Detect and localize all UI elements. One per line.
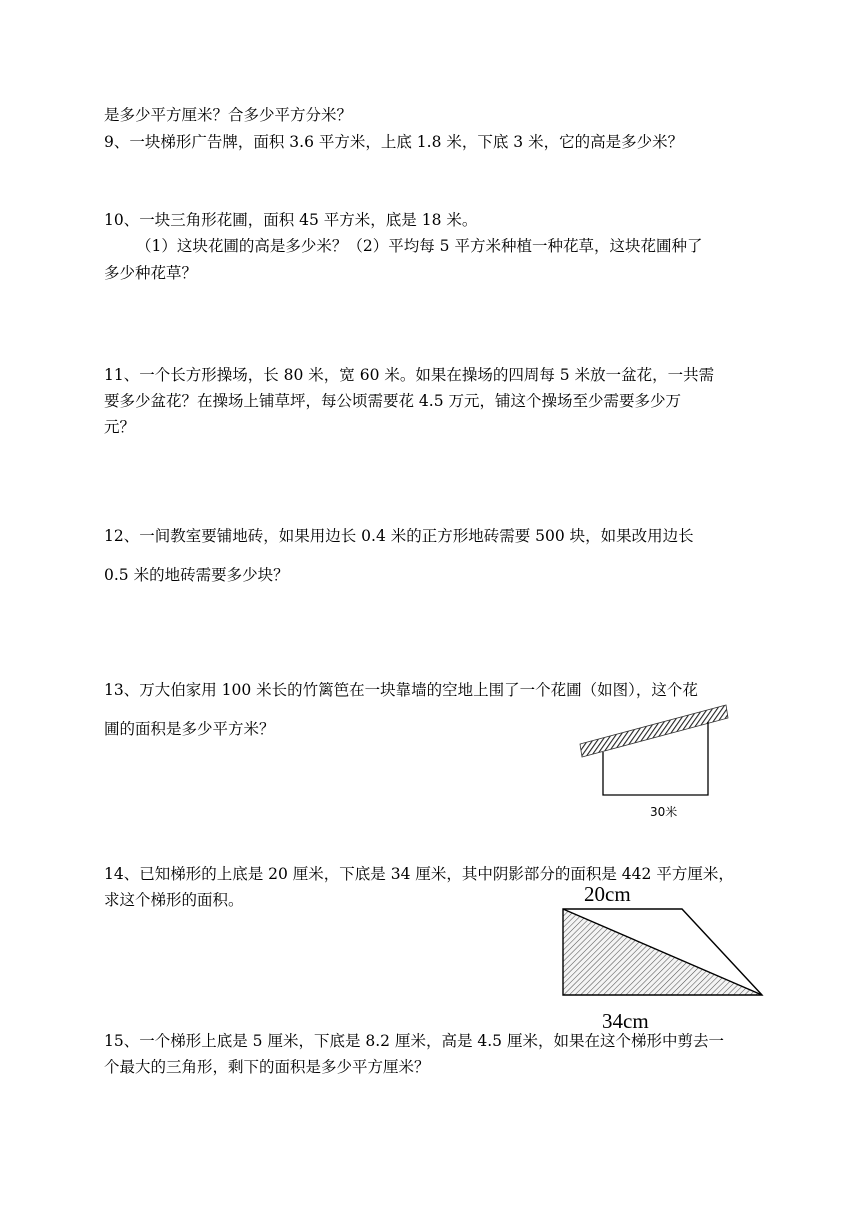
q13-figure-label: 30米 bbox=[650, 805, 678, 819]
q14-line1: 14、已知梯形的上底是 20 厘米，下底是 34 厘米，其中阴影部分的面积是 442 平方厘米， bbox=[104, 865, 734, 883]
wall-shape bbox=[580, 705, 728, 757]
q8-tail-line: 是多少平方厘米？合多少平方分米？ bbox=[104, 106, 353, 124]
q15-line2: 个最大的三角形，剩下的面积是多少平方厘米？ bbox=[104, 1058, 430, 1076]
q11-line2: 要多少盆花？在操场上铺草坪，每公顷需要花 4.5 万元，铺这个操场至少需要多少万 bbox=[104, 392, 682, 410]
q14-bottom-label: 34cm bbox=[602, 1009, 649, 1033]
q11-line3: 元？ bbox=[104, 418, 136, 436]
q11-line1: 11、一个长方形操场，长 80 米，宽 60 米。如果在操场的四周每 5 米放一盆花，一共需 bbox=[104, 366, 715, 384]
q9-line: 9、一块梯形广告牌，面积 3.6 平方米，上底 1.8 米，下底 3 米，它的高是多少米？ bbox=[104, 133, 684, 151]
q14-figure bbox=[558, 904, 768, 1000]
q13-line2: 圃的面积是多少平方米？ bbox=[104, 720, 275, 738]
q13-figure bbox=[570, 695, 740, 805]
q10-line2: （1）这块花圃的高是多少米？（2）平均每 5 平方米种植一种花草，这块花圃种了 bbox=[136, 237, 703, 255]
q12-line1: 12、一间教室要铺地砖，如果用边长 0.4 米的正方形地砖需要 500 块，如果改用边长 bbox=[104, 527, 694, 545]
q14-line2: 求这个梯形的面积。 bbox=[104, 891, 244, 909]
q10-line3: 多少种花草？ bbox=[104, 264, 198, 282]
q10-line1: 10、一块三角形花圃，面积 45 平方米，底是 18 米。 bbox=[104, 211, 478, 229]
q13-line1: 13、万大伯家用 100 米长的竹篱笆在一块靠墙的空地上围了一个花圃（如图），这个花 bbox=[104, 681, 698, 699]
q14-top-label: 20cm bbox=[584, 882, 631, 906]
q15-line1: 15、一个梯形上底是 5 厘米，下底是 8.2 厘米，高是 4.5 厘米，如果在这个梯形中剪去一 bbox=[104, 1032, 724, 1050]
q12-line2: 0.5 米的地砖需要多少块？ bbox=[104, 566, 289, 584]
